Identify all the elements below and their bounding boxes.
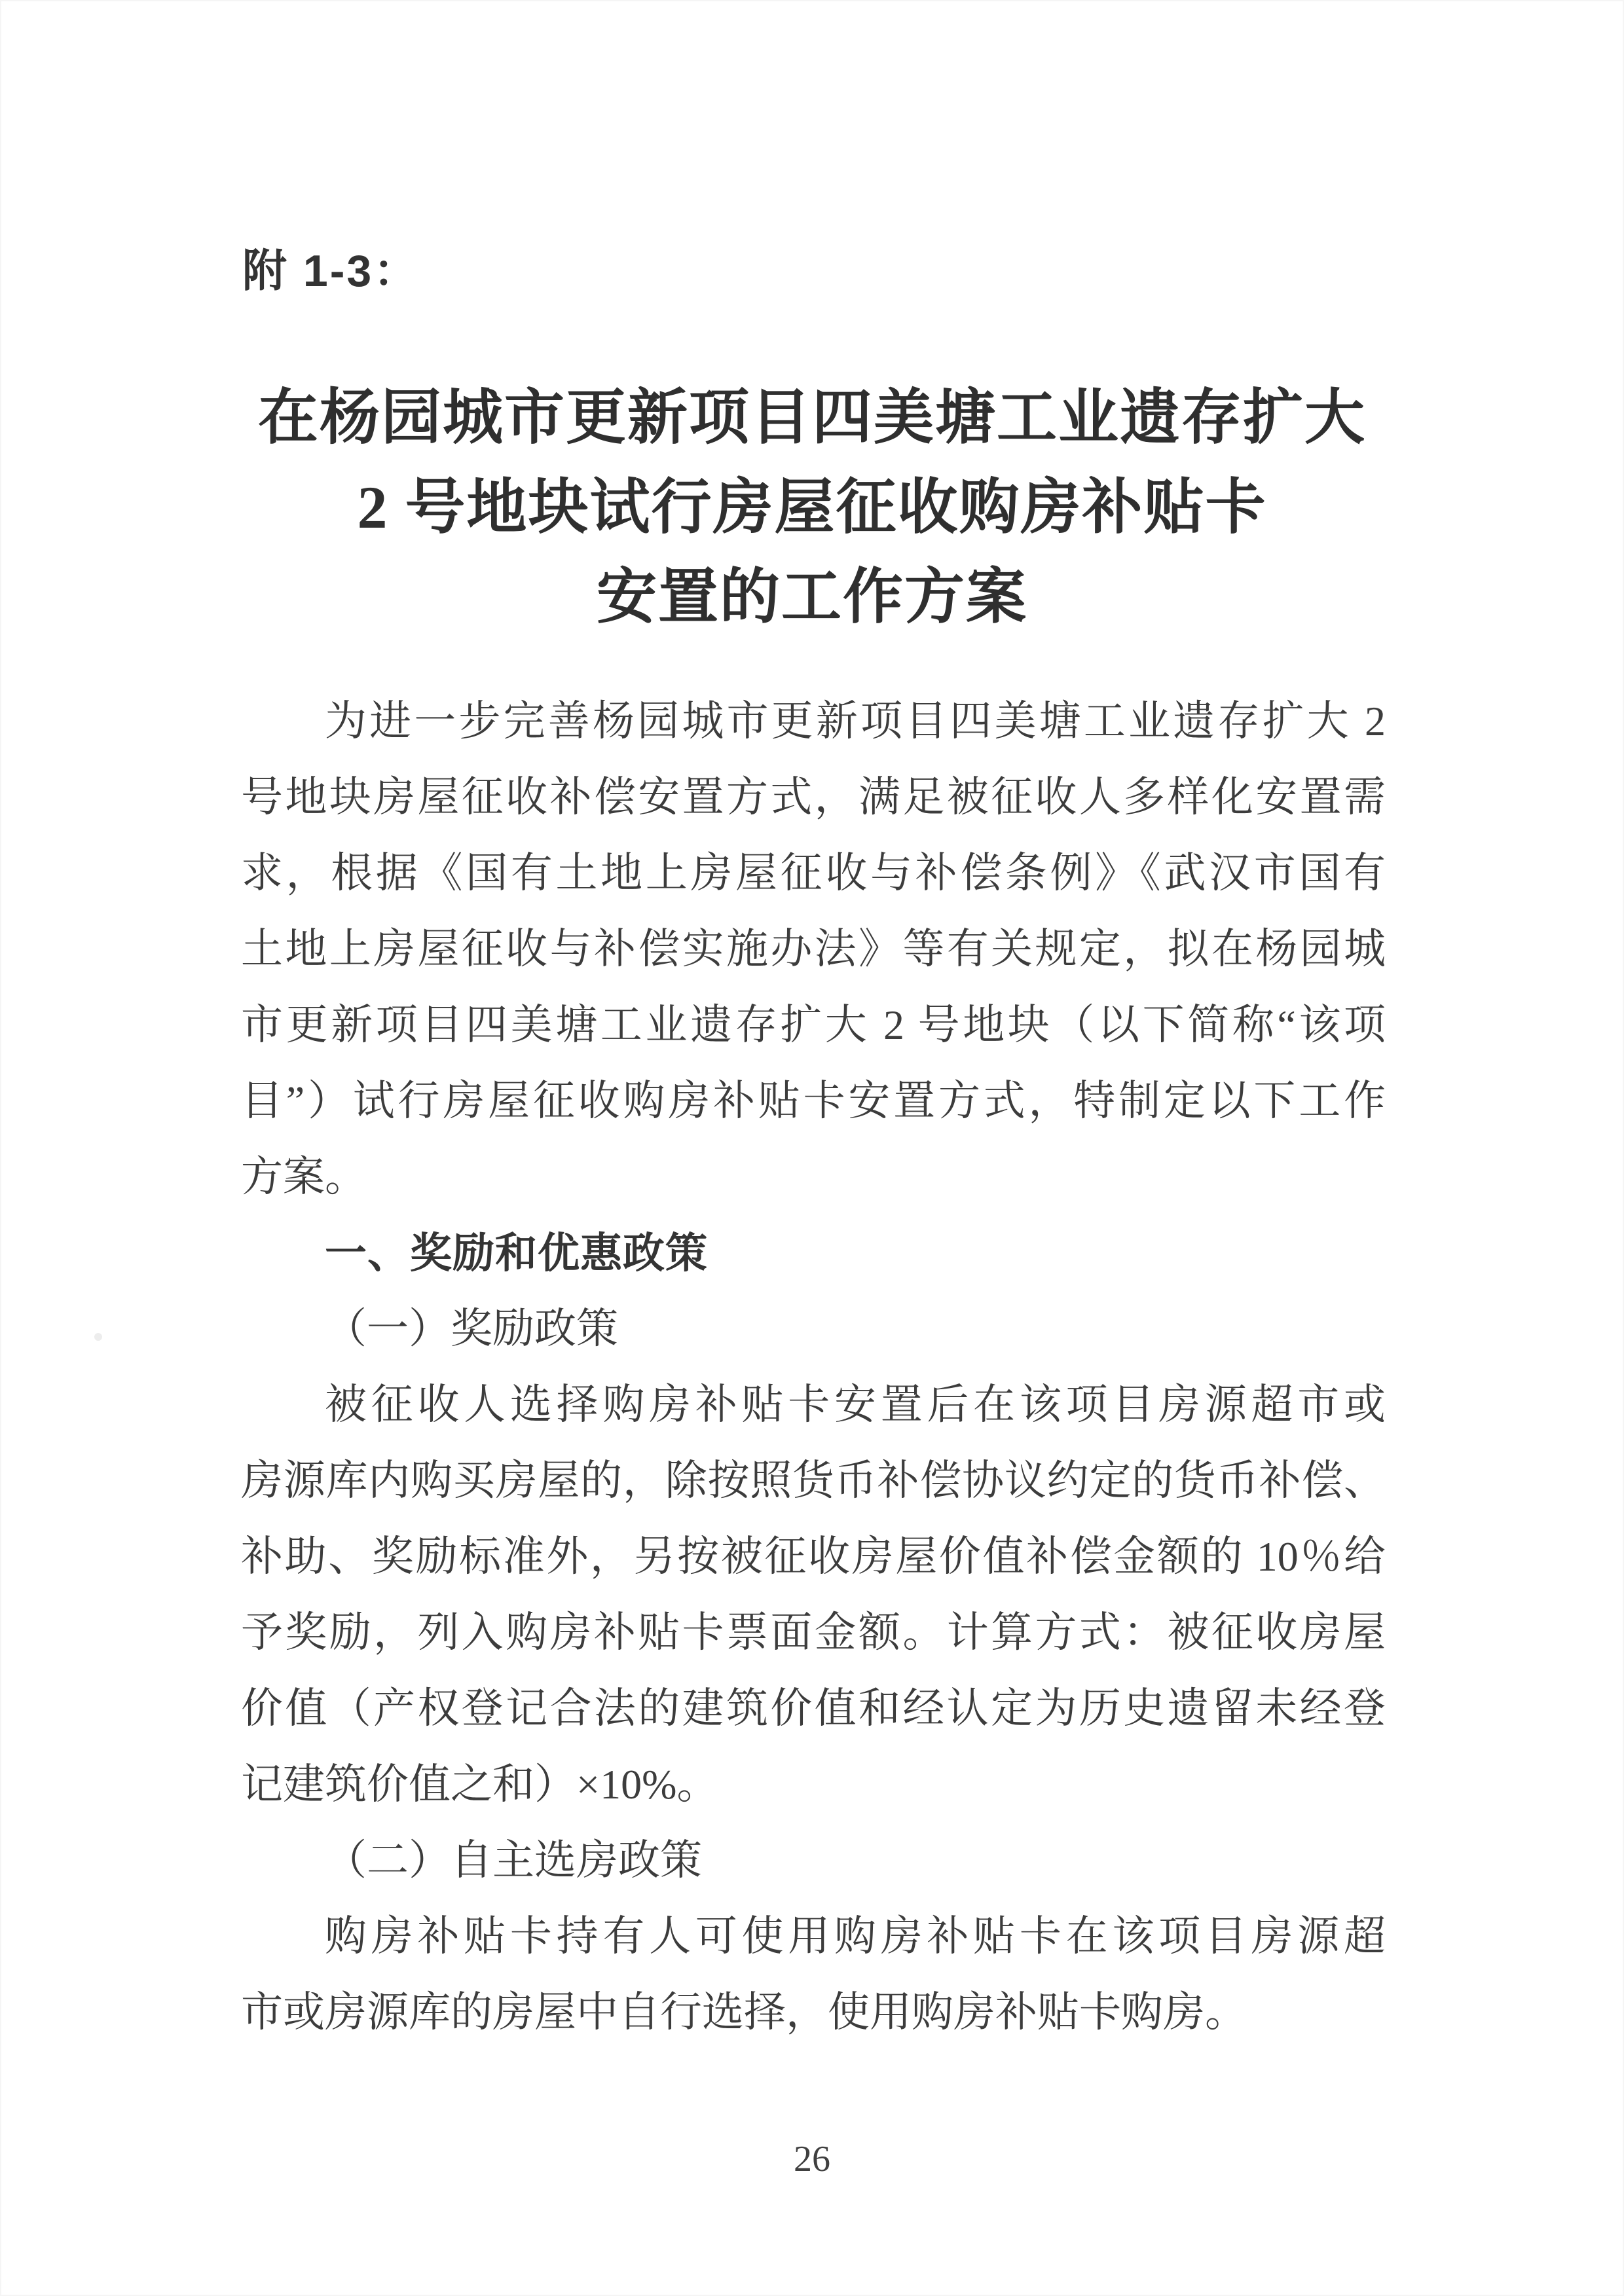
text-line: 号地块房屋征收补偿安置方式，满足被征收人多样化安置需 xyxy=(241,774,1386,820)
text-line: 求，根据《国有土地上房屋征收与补偿条例》《武汉市国有 xyxy=(241,850,1386,896)
text-line: 购房补贴卡持有人可使用购房补贴卡在该项目房源超 xyxy=(325,1913,1386,1959)
text-line: 补助、奖励标准外，另按被征收房屋价值补偿金额的 10％给 xyxy=(241,1533,1386,1580)
text-line: 记建筑价值之和）×10%。 xyxy=(241,1761,719,1808)
text-line: 2 号地块试行房屋征收购房补贴卡 xyxy=(357,474,1267,541)
paragraph-intro xyxy=(241,683,1386,1215)
attachment-label: 附 1-3： xyxy=(242,246,420,296)
text-line: 在杨园城市更新项目四美塘工业遗存扩大 xyxy=(257,384,1366,451)
document-title xyxy=(0,373,1624,642)
text-line: 予奖励，列入购房补贴卡票面金额。计算方式：被征收房屋 xyxy=(241,1609,1386,1656)
text-line: 土地上房屋征收与补偿实施办法》等有关规定，拟在杨园城 xyxy=(241,926,1386,972)
text-line: 市更新项目四美塘工业遗存扩大 2 号地块（以下简称“该项 xyxy=(241,1002,1386,1048)
text-line: 目”）试行房屋征收购房补贴卡安置方式，特制定以下工作 xyxy=(241,1078,1386,1124)
subsection-heading-self-selection-policy: （二）自主选房政策 xyxy=(325,1837,702,1884)
text-line: 被征收人选择购房补贴卡安置后在该项目房源超市或 xyxy=(325,1381,1386,1428)
subsection-heading-reward-policy: （一）奖励政策 xyxy=(325,1305,618,1352)
paragraph-self-selection-policy xyxy=(241,1899,1386,2050)
scan-speck xyxy=(94,1333,102,1341)
text-line: 价值（产权登记合法的建筑价值和经认定为历史遗留未经登 xyxy=(241,1685,1386,1732)
text-line: 房源库内购买房屋的，除按照货币补偿协议约定的货币补偿、 xyxy=(241,1457,1386,1504)
document-body xyxy=(241,683,1386,2050)
section-heading-rewards-policies: 一、奖励和优惠政策 xyxy=(325,1230,708,1277)
text-line: 安置的工作方案 xyxy=(596,564,1027,630)
paragraph-reward-policy xyxy=(241,1367,1386,1823)
text-line: 为进一步完善杨园城市更新项目四美塘工业遗存扩大 2 xyxy=(325,698,1386,744)
page-number: 26 xyxy=(794,2139,830,2179)
text-line: 方案。 xyxy=(241,1154,367,1200)
text-line: 市或房源库的房屋中自行选择，使用购房补贴卡购房。 xyxy=(241,1989,1247,2035)
